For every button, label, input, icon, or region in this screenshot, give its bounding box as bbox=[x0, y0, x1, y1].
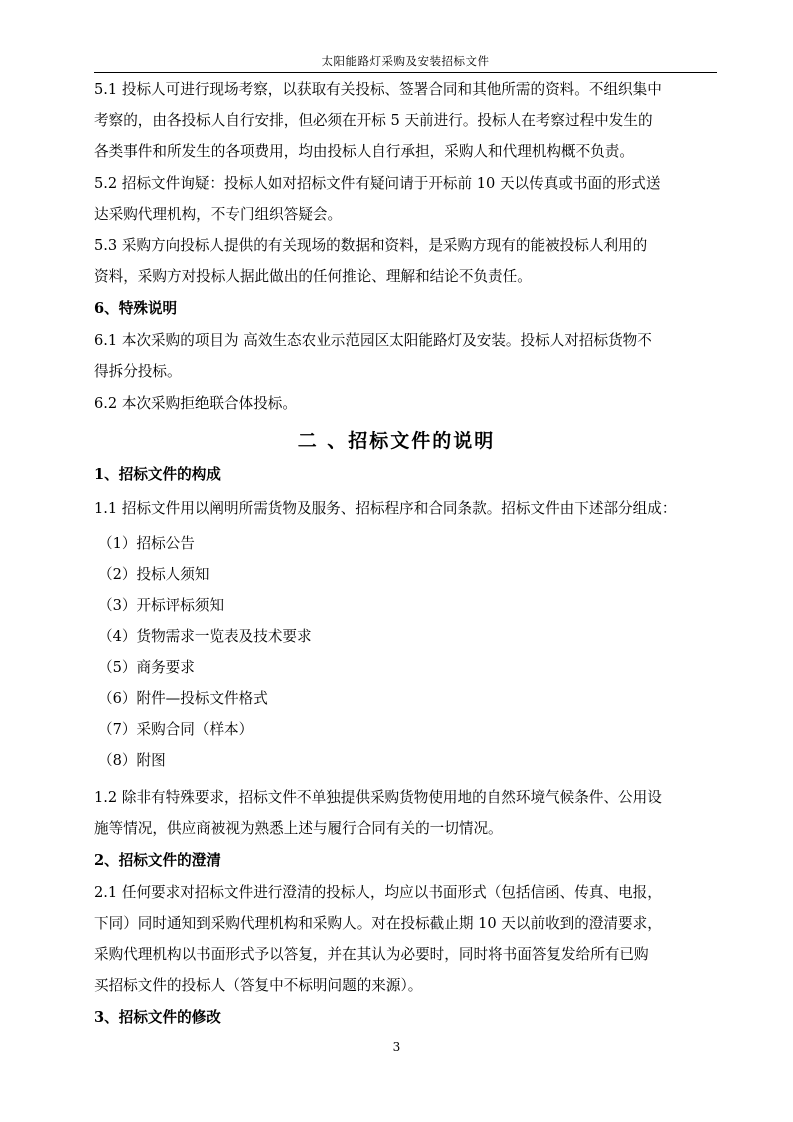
chapter-title: 二 、招标文件的说明 bbox=[297, 430, 496, 452]
section-heading: 6、特殊说明 bbox=[94, 300, 178, 317]
body-line: 下同）同时通知到采购代理机构和采购人。对在投标截止期 10 天以前收到的澄清要求， bbox=[94, 915, 662, 932]
body-line: 各类事件和所发生的各项费用，均由投标人自行承担，采购人和代理机构概不负责。 bbox=[94, 143, 634, 160]
body-line: 施等情况，供应商被视为熟悉上述与履行合同有关的一切情况。 bbox=[94, 820, 503, 837]
body-line: 1.2 除非有特殊要求，招标文件不单独提供采购货物使用地的自然环境气候条件、公用设 bbox=[94, 789, 662, 806]
body-line: 6.1 本次采购的项目为 高效生态农业示范园区太阳能路灯及安装。投标人对招标货物不 bbox=[94, 332, 652, 349]
body-line: 2.1 任何要求对招标文件进行澄清的投标人，均应以书面形式（包括信函、传真、电报， bbox=[94, 884, 662, 901]
list-item: （6）附件—投标文件格式 bbox=[98, 690, 268, 707]
list-item: （5）商务要求 bbox=[98, 659, 195, 676]
section-heading: 1、招标文件的构成 bbox=[94, 466, 221, 483]
list-item: （8）附图 bbox=[98, 752, 166, 769]
list-item: （4）货物需求一览表及技术要求 bbox=[98, 628, 312, 645]
header-rule bbox=[94, 72, 717, 73]
body-line: 采购代理机构以书面形式予以答复，并在其认为必要时，同时将书面答复发给所有已购 bbox=[94, 946, 649, 963]
body-line: 6.2 本次采购拒绝联合体投标。 bbox=[94, 395, 297, 412]
section-heading: 3、招标文件的修改 bbox=[94, 1009, 221, 1026]
body-line: 5.1 投标人可进行现场考察，以获取有关投标、签署合同和其他所需的资料。不组织集中 bbox=[94, 81, 662, 98]
body-line: 达采购代理机构，不专门组织答疑会。 bbox=[94, 206, 343, 223]
body-line: 5.3 采购方向投标人提供的有关现场的数据和资料，是采购方现有的能被投标人利用的 bbox=[94, 237, 648, 254]
body-line: 买招标文件的投标人（答复中不标明问题的来源）。 bbox=[94, 977, 423, 994]
body-line: 得拆分投标。 bbox=[94, 363, 182, 380]
list-item: （2）投标人须知 bbox=[98, 566, 210, 583]
list-item: （3）开标评标须知 bbox=[98, 597, 225, 614]
list-item: （7）采购合同（样本） bbox=[98, 721, 254, 738]
page-number: 3 bbox=[392, 1040, 401, 1054]
body-line: 考察的，由各投标人自行安排，但必须在开标 5 天前进行。投标人在考察过程中发生的 bbox=[94, 112, 653, 129]
body-line: 5.2 招标文件询疑：投标人如对招标文件有疑问请于开标前 10 天以传真或书面的形式送 bbox=[94, 175, 661, 192]
section-heading: 2、招标文件的澄清 bbox=[94, 852, 221, 869]
body-line: 1.1 招标文件用以阐明所需货物及服务、招标程序和合同条款。招标文件由下述部分组成： bbox=[94, 500, 677, 517]
body-line: 资料，采购方对投标人据此做出的任何推论、理解和结论不负责任。 bbox=[94, 268, 532, 285]
list-item: （1）招标公告 bbox=[98, 535, 195, 552]
running-header: 太阳能路灯采购及安装招标文件 bbox=[321, 54, 490, 68]
